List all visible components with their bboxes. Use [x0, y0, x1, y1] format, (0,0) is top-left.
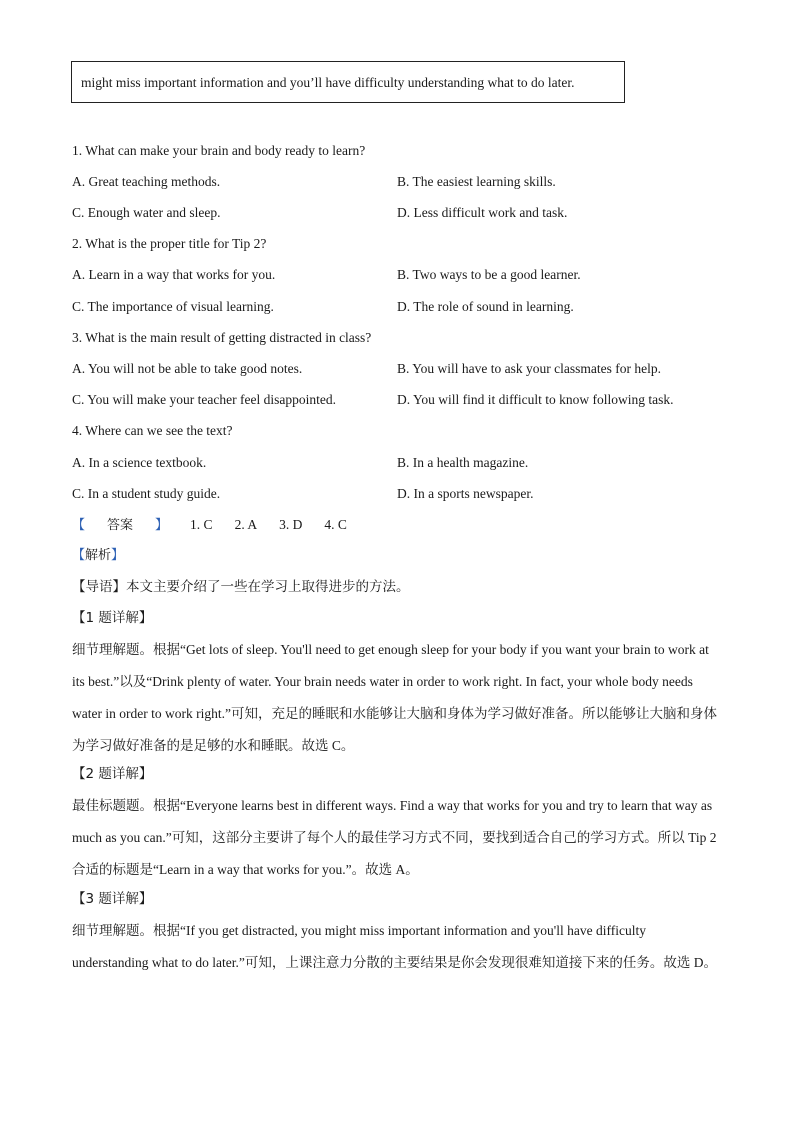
- passage-excerpt-box: [71, 61, 625, 103]
- answer-label: 答案: [107, 518, 134, 533]
- analysis-close-bracket: 】: [111, 548, 125, 563]
- detail-1-text: [72, 634, 724, 762]
- question-4-option-a: A. In a science textbook.: [72, 455, 207, 470]
- question-3-option-b: B. You will have to ask your classmates for help.: [397, 361, 661, 376]
- question-1-option-a: A. Great teaching methods.: [72, 174, 221, 189]
- guide-text: 本文主要介绍了一些在学习上取得进步的方法。: [126, 579, 410, 595]
- question-2-stem: 2. What is the proper title for Tip 2?: [72, 236, 267, 251]
- answer-close-bracket: 】: [155, 518, 169, 533]
- answer-open-bracket: 【: [72, 518, 86, 533]
- detail-2-heading: 【2 题详解】: [72, 766, 153, 782]
- answer-item-3: 3. D: [279, 517, 303, 532]
- detail-1-heading: 【1 题详解】: [72, 610, 153, 626]
- answer-item-4: 4. C: [324, 517, 347, 532]
- answer-key: [72, 516, 369, 535]
- guide-label: 导语: [85, 579, 113, 595]
- question-1-option-c: C. Enough water and sleep.: [72, 205, 221, 220]
- detail-2-text: [72, 790, 724, 886]
- analysis-heading: [72, 547, 124, 565]
- question-1-option-b: B. The easiest learning skills.: [397, 174, 556, 189]
- analysis-label: 解析: [85, 548, 112, 563]
- question-1-option-d: D. Less difficult work and task.: [397, 205, 568, 220]
- question-3-option-d: D. You will find it difficult to know following task.: [397, 392, 674, 407]
- guide-open-bracket: 【: [72, 579, 86, 595]
- guide-line: [72, 578, 410, 596]
- question-4-option-c: C. In a student study guide.: [72, 486, 221, 501]
- detail-2-body: 最佳标题题。根据“Everyone learns best in different ways. Find a way that works for you and try to learn that way as much as you can.”可知，这部分主要讲了每个人的最佳学习方式不同，要找到适合自己的学习方式。所以 Tip 2 合适的标题是“Learn in a way that works for you.”。故选 A。: [72, 798, 717, 877]
- analysis-open-bracket: 【: [72, 548, 86, 563]
- detail-3-text: [72, 915, 724, 979]
- detail-1-body: 细节理解题。根据“Get lots of sleep. You'll need to get enough sleep for your body if you want your brain to work at its best.”以及“Drink plenty of water. Your brain needs water in order to work right. In fact, your whole body needs water in order to work right.”可知，充足的睡眠和水能够让大脑和身体为学习做好准备。所以能够让大脑和身体为学习做好准备的是足够的水和睡眠。故选 C。: [72, 642, 717, 753]
- question-4-option-d: D. In a sports newspaper.: [397, 486, 534, 501]
- question-4-option-b: B. In a health magazine.: [397, 455, 529, 470]
- question-2-option-d: D. The role of sound in learning.: [397, 299, 574, 314]
- question-2-option-b: B. Two ways to be a good learner.: [397, 267, 581, 282]
- detail-3-body: 细节理解题。根据“If you get distracted, you might miss important information and you'll have difficulty understanding what to do later.”可知，上课注意力分散的主要结果是你会发现很难知道接下来的任务。故选 D。: [72, 923, 717, 970]
- question-3-option-a: A. You will not be able to take good notes.: [72, 361, 303, 376]
- passage-excerpt-text: might miss important information and you’ll have difficulty understanding what to do later.: [81, 75, 575, 90]
- guide-close-bracket: 】: [112, 579, 126, 595]
- answer-item-2: 2. A: [234, 517, 258, 532]
- detail-3-heading: 【3 题详解】: [72, 891, 153, 907]
- answer-item-1: 1. C: [190, 517, 213, 532]
- question-2-option-c: C. The importance of visual learning.: [72, 299, 274, 314]
- question-1-stem: 1. What can make your brain and body ready to learn?: [72, 143, 366, 158]
- question-3-stem: 3. What is the main result of getting distracted in class?: [72, 330, 372, 345]
- question-2-option-a: A. Learn in a way that works for you.: [72, 267, 276, 282]
- question-3-option-c: C. You will make your teacher feel disappointed.: [72, 392, 336, 407]
- question-4-stem: 4. Where can we see the text?: [72, 423, 233, 438]
